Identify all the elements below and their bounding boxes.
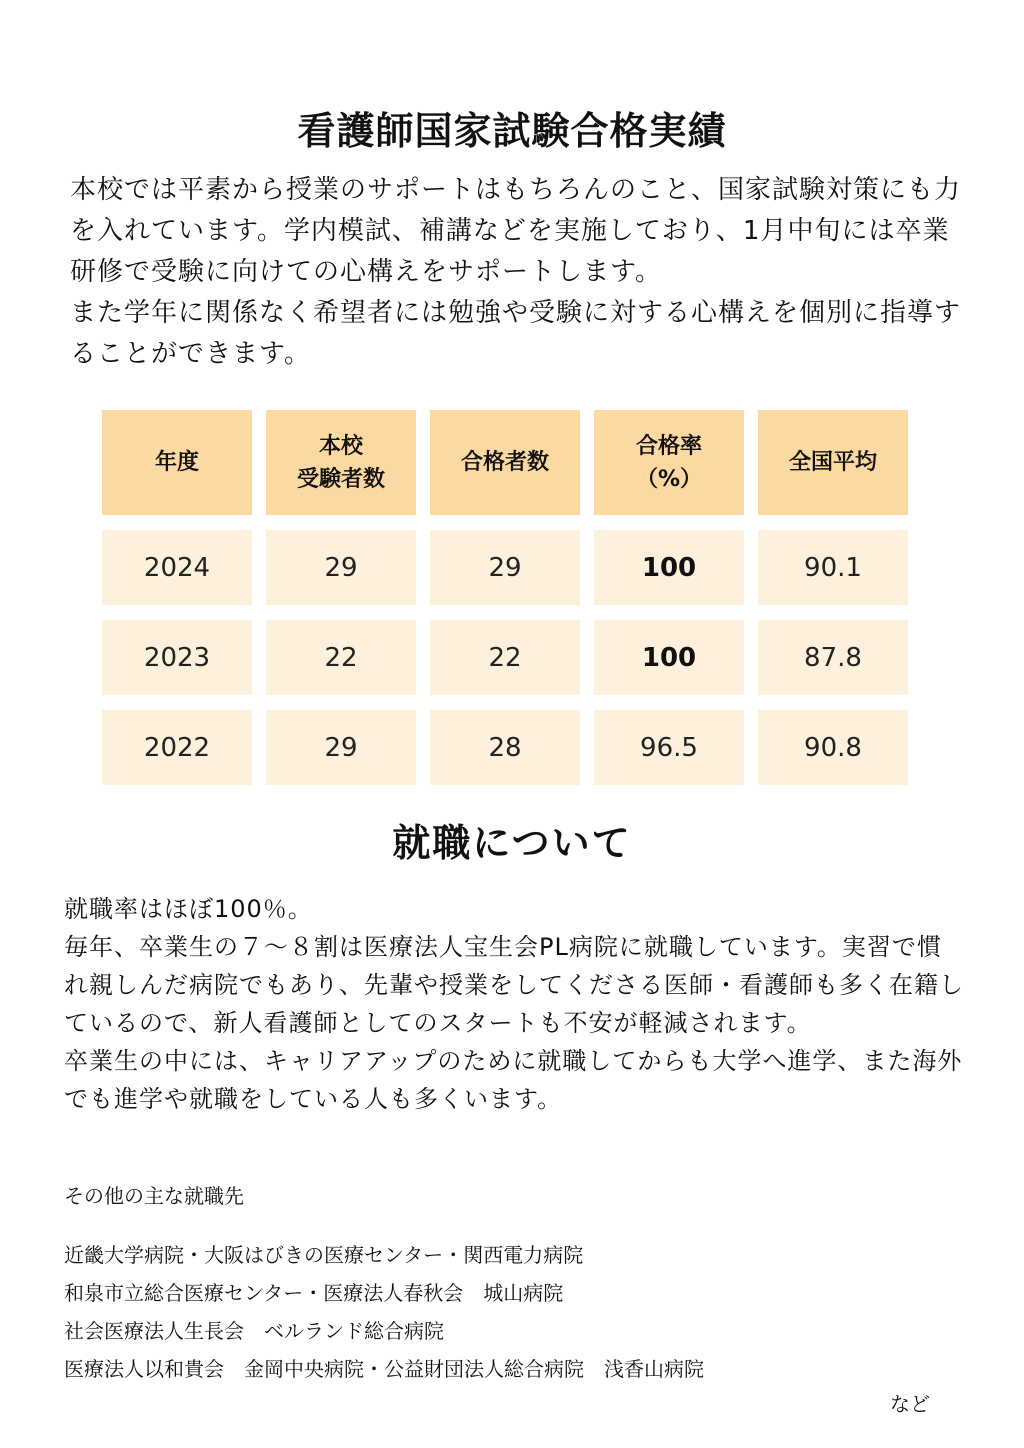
header-year: 年度 [102,410,252,515]
cell-national-average: 90.1 [758,530,908,605]
cell-passers: 22 [430,620,580,695]
cell-pass-rate: 100 [594,530,744,605]
cell-passers: 28 [430,710,580,785]
header-pass-rate: 合格率 （%） [594,410,744,515]
cell-national-average: 90.8 [758,710,908,785]
cell-pass-rate: 100 [594,620,744,695]
employment-paragraph: 毎年、卒業生の７～８割は医療法人宝生会PL病院に就職しています。実習で慣れ親しんだ病院でもあり、先輩や授業をしてくださる医師・看護師も多く在籍しているので、新人看護師としてのスタートも不安が軽減されます。 [64,933,964,1037]
employment-title: 就職について [392,821,632,865]
cell-year: 2022 [102,710,252,785]
cell-examinees: 22 [266,620,416,695]
employer-line: 近畿大学病院・大阪はびきの医療センター・関西電力病院 [64,1243,584,1267]
header-examinees: 本校 受験者数 [266,410,416,515]
intro-text [70,170,970,375]
intro-paragraph: また学年に関係なく希望者には勉強や受験に対する心構えを個別に指導することができます。 [70,298,962,369]
employment-paragraph: 就職率はほぼ100％。 [64,895,313,923]
employer-line: 和泉市立総合医療センター・医療法人春秋会 城山病院 [64,1281,564,1305]
exam-results-table [102,410,908,785]
header-national-average: 全国平均 [758,410,908,515]
employer-line: 医療法人以和貴会 金岡中央病院・公益財団法人総合病院 浅香山病院 [64,1357,704,1381]
cell-passers: 29 [430,530,580,605]
cell-examinees: 29 [266,710,416,785]
cell-year: 2023 [102,620,252,695]
cell-year: 2024 [102,530,252,605]
page-title: 看護師国家試験合格実績 [297,109,727,153]
etc-note: など [890,1392,930,1416]
intro-paragraph: 本校では平素から授業のサポートはもちろんのこと、国家試験対策にも力を入れています。学内模試、補講などを実施しており、1月中旬には卒業研修で受験に向けての心構えをサポートします。 [70,175,962,287]
cell-examinees: 29 [266,530,416,605]
other-employers-heading: その他の主な就職先 [64,1184,244,1208]
employer-line: 社会医療法人生長会 ベルランド総合病院 [64,1319,444,1343]
cell-national-average: 87.8 [758,620,908,695]
cell-pass-rate: 96.5 [594,710,744,785]
other-employers-list [64,1236,704,1388]
employment-text [64,890,964,1118]
employment-paragraph: 卒業生の中には、キャリアアップのために就職してからも大学へ進学、また海外でも進学や就職をしている人も多くいます。 [64,1047,963,1113]
header-passers: 合格者数 [430,410,580,515]
